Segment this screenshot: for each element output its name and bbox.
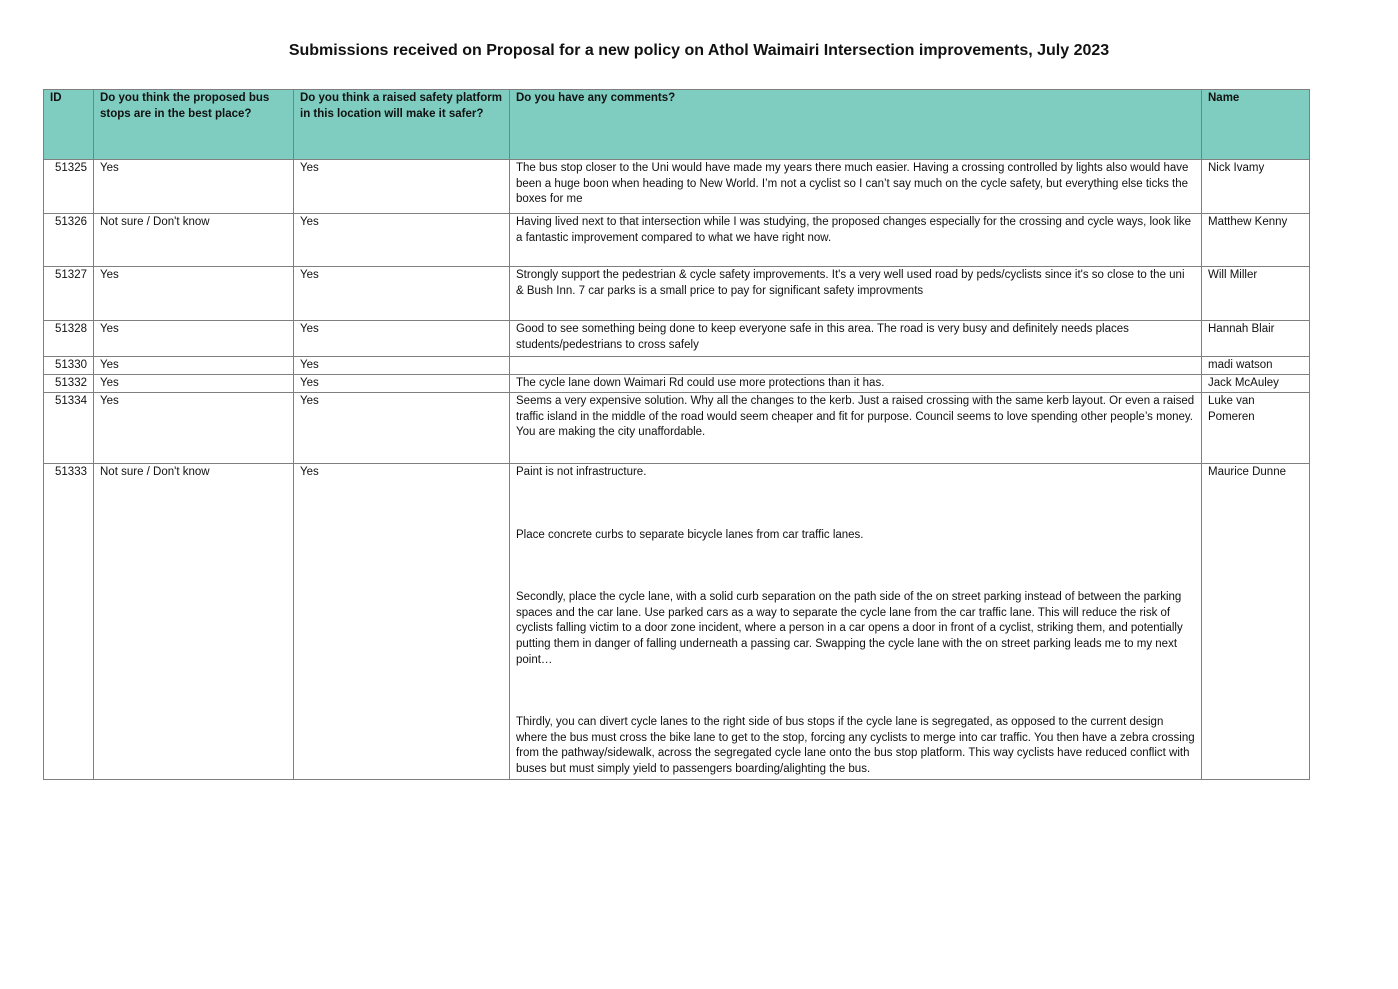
cell-bus-stops: Yes: [94, 357, 294, 375]
cell-platform: Yes: [294, 393, 510, 464]
submissions-table: [43, 89, 1310, 780]
comment-paragraph: Strongly support the pedestrian & cycle safety improvements. It's a very well used road by peds/cyclists since it's so close to the uni & Bush Inn. 7 car parks is a small price to pay for significant safety improvments: [516, 269, 1185, 297]
cell-id: 51325: [44, 160, 94, 214]
cell-platform: Yes: [294, 321, 510, 357]
cell-name: Will Miller: [1202, 267, 1310, 321]
header-id: ID: [44, 90, 94, 160]
comment-paragraph: Paint is not infrastructure.: [516, 466, 647, 478]
cell-name: Maurice Dunne: [1202, 464, 1310, 780]
cell-comments: [510, 393, 1202, 464]
cell-id: 51328: [44, 321, 94, 357]
table-row: [44, 464, 1310, 780]
cell-platform: Yes: [294, 214, 510, 267]
cell-id: 51332: [44, 375, 94, 393]
cell-comments: [510, 214, 1202, 267]
comment-paragraph: Place concrete curbs to separate bicycle lanes from car traffic lanes.: [516, 528, 864, 541]
comment-paragraph: Thirdly, you can divert cycle lanes to the right side of bus stops if the cycle lane is segregated, as opposed to the current design where the bus must cross the bike lane to get to the stop, forcing any cyclists to merge into car traffic. You then have a zebra crossing from the pathway/sidewalk, across the segregated cycle lane onto the bus stop platform. This way cyclists have reduced conflict with buses but must simply yield to passengers boarding/alighting the bus.: [516, 716, 1195, 775]
cell-name: Jack McAuley: [1202, 375, 1310, 393]
table-row: [44, 357, 1310, 375]
cell-platform: Yes: [294, 267, 510, 321]
cell-platform: Yes: [294, 375, 510, 393]
cell-comments: [510, 375, 1202, 393]
cell-name: Hannah Blair: [1202, 321, 1310, 357]
table-row: [44, 214, 1310, 267]
table-row: [44, 393, 1310, 464]
cell-id: 51327: [44, 267, 94, 321]
cell-platform: Yes: [294, 464, 510, 780]
cell-comments: [510, 464, 1202, 780]
cell-id: 51334: [44, 393, 94, 464]
cell-comments: [510, 357, 1202, 375]
cell-platform: Yes: [294, 160, 510, 214]
header-name: Name: [1202, 90, 1310, 160]
comment-paragraph: Seems a very expensive solution. Why all the changes to the kerb. Just a raised crossing with the same kerb layout. Or even a raised traffic island in the middle of the road would seem cheaper and fit for purpose. Council seems to love spending other people’s money. You are making the city unaffordable.: [516, 395, 1195, 439]
table-row: [44, 267, 1310, 321]
cell-bus-stops: Yes: [94, 267, 294, 321]
page-title: Submissions received on Proposal for a new policy on Athol Waimairi Intersection improvements, July 2023: [288, 42, 1110, 59]
comment-paragraph: Secondly, place the cycle lane, with a solid curb separation on the path side of the on street parking instead of between the parking spaces and the car lane. Use parked cars as a way to separate the cycle lane from the car traffic lane. This will reduce the risk of cyclists falling victim to a door zone incident, where a person in a car opens a door in front of a cyclist, striking them, and potentially putting them in danger of falling underneath a passing car. Swapping the cycle lane with the on street parking leads me to my next point…: [516, 591, 1183, 666]
cell-name: Matthew Kenny: [1202, 214, 1310, 267]
table-body: [44, 160, 1310, 780]
cell-bus-stops: Yes: [94, 321, 294, 357]
comment-paragraph: Having lived next to that intersection while I was studying, the proposed changes especially for the crossing and cycle ways, look like a fantastic improvement compared to what we have right now.: [516, 216, 1192, 244]
cell-comments: [510, 267, 1202, 321]
table-row: [44, 160, 1310, 214]
cell-bus-stops: Not sure / Don't know: [94, 464, 294, 780]
header-platform: Do you think a raised safety platform in this location will make it safer?: [294, 90, 510, 160]
header-comments: Do you have any comments?: [510, 90, 1202, 160]
table-header-row: [44, 90, 1310, 160]
cell-comments: [510, 321, 1202, 357]
cell-id: 51330: [44, 357, 94, 375]
cell-name: Nick Ivamy: [1202, 160, 1310, 214]
cell-id: 51333: [44, 464, 94, 780]
comment-paragraph: The cycle lane down Waimari Rd could use more protections than it has.: [516, 377, 885, 389]
cell-id: 51326: [44, 214, 94, 267]
cell-name: madi watson: [1202, 357, 1310, 375]
table-row: [44, 321, 1310, 357]
cell-bus-stops: Yes: [94, 393, 294, 464]
comment-paragraph: Good to see something being done to keep everyone safe in this area. The road is very busy and definitely needs places students/pedestrians to cross safely: [516, 323, 1129, 351]
cell-name: Luke van Pomeren: [1202, 393, 1310, 464]
cell-platform: Yes: [294, 357, 510, 375]
cell-bus-stops: Yes: [94, 160, 294, 214]
comment-paragraph: The bus stop closer to the Uni would have made my years there much easier. Having a crossing controlled by lights also would have been a huge boon when heading to New World. I’m not a cyclist so I can’t say much on the cycle safety, but everything else ticks the boxes for me: [516, 162, 1189, 206]
table-row: [44, 375, 1310, 393]
cell-comments: [510, 160, 1202, 214]
cell-bus-stops: Not sure / Don't know: [94, 214, 294, 267]
cell-bus-stops: Yes: [94, 375, 294, 393]
header-bus-stops: Do you think the proposed bus stops are in the best place?: [94, 90, 294, 160]
